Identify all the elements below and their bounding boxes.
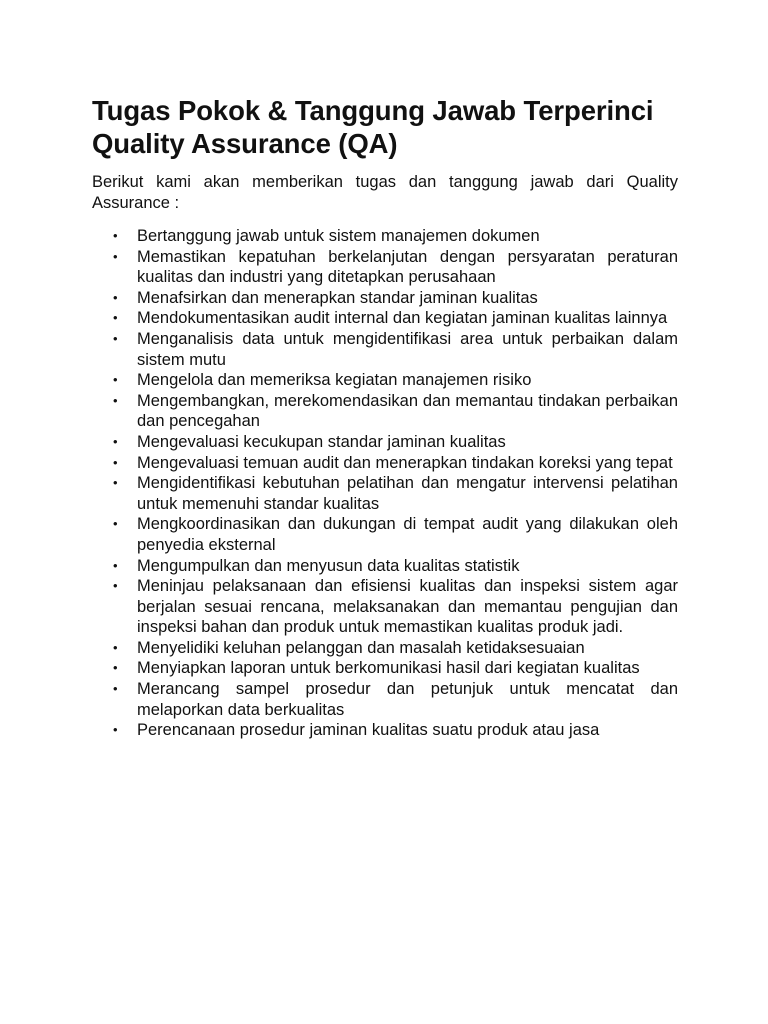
bullet-icon: • (113, 392, 118, 408)
list-item (92, 329, 678, 370)
bullet-icon: • (113, 639, 118, 655)
list-item (92, 473, 678, 514)
bullet-icon: • (113, 578, 118, 594)
list-item-text: Memastikan kepatuhan berkelanjutan dengan persyaratan peraturan kualitas dan industri yang ditetapkan perusahaan (137, 247, 678, 287)
list-item-text: Mengkoordinasikan dan dukungan di tempat audit yang dilakukan oleh penyedia eksternal (137, 515, 678, 554)
list-item (92, 658, 678, 679)
bullet-icon: • (113, 433, 118, 449)
list-item-text: Mengidentifikasi kebutuhan pelatihan dan mengatur intervensi pelatihan untuk memenuhi standar kualitas (137, 474, 678, 513)
duty-list (92, 226, 678, 741)
bullet-icon: • (113, 372, 118, 388)
bullet-icon: • (113, 660, 118, 676)
bullet-icon: • (113, 289, 118, 305)
bullet-icon: • (113, 454, 118, 470)
list-item-text: Menyiapkan laporan untuk berkomunikasi hasil dari kegiatan kualitas (137, 659, 640, 678)
bullet-icon: • (113, 681, 118, 697)
bullet-icon: • (113, 475, 118, 491)
list-item-text: Mendokumentasikan audit internal dan kegiatan jaminan kualitas lainnya (137, 309, 668, 328)
list-item-text: Perencanaan prosedur jaminan kualitas suatu produk atau jasa (137, 721, 600, 740)
intro-paragraph: Berikut kami akan memberikan tugas dan tanggung jawab dari Quality Assurance : (92, 173, 678, 212)
list-item (92, 720, 678, 741)
bullet-icon: • (113, 248, 118, 264)
bullet-icon: • (113, 228, 118, 243)
list-item-text: Meninjau pelaksanaan dan efisiensi kualitas dan inspeksi sistem agar berjalan sesuai rencana, melaksanakan dan memantau pengujian dan inspeksi bahan dan produk untuk memastikan kualitas produk jadi. (137, 577, 678, 637)
list-item-text: Mengelola dan memeriksa kegiatan manajemen risiko (137, 371, 532, 390)
bullet-icon: • (113, 310, 118, 326)
list-item (92, 370, 678, 391)
list-item (92, 453, 678, 474)
list-item-text: Mengevaluasi temuan audit dan menerapkan tindakan koreksi yang tepat (137, 453, 673, 472)
list-item-text: Bertanggung jawab untuk sistem manajemen dokumen (137, 227, 540, 245)
bullet-icon: • (113, 722, 118, 738)
list-item-text: Menyelidiki keluhan pelanggan dan masalah ketidaksesuaian (137, 638, 585, 657)
list-item-text: Mengevaluasi kecukupan standar jaminan kualitas (137, 432, 506, 451)
list-item (92, 247, 678, 288)
list-item-text: Menafsirkan dan menerapkan standar jaminan kualitas (137, 288, 538, 307)
list-item (92, 556, 678, 577)
page-title: Tugas Pokok & Tanggung Jawab Terperinci Quality Assurance (QA) (92, 95, 654, 159)
list-item-text: Menganalisis data untuk mengidentifikasi area untuk perbaikan dalam sistem mutu (137, 329, 678, 369)
list-item-text: Mengumpulkan dan menyusun data kualitas statistik (137, 556, 520, 575)
bullet-icon: • (113, 557, 118, 573)
list-item (92, 226, 678, 247)
document-page (92, 94, 678, 741)
bullet-icon: • (113, 516, 118, 532)
list-item (92, 679, 678, 720)
list-item-text: Mengembangkan, merekomendasikan dan memantau tindakan perbaikan dan pencegahan (137, 391, 678, 431)
bullet-icon: • (113, 330, 118, 346)
list-item (92, 288, 678, 309)
list-item (92, 638, 678, 659)
list-item-text: Merancang sampel prosedur dan petunjuk untuk mencatat dan melaporkan data berkualitas (137, 680, 678, 719)
list-item (92, 514, 678, 555)
list-item (92, 391, 678, 432)
list-item (92, 308, 678, 329)
list-item (92, 576, 678, 638)
list-item (92, 432, 678, 453)
